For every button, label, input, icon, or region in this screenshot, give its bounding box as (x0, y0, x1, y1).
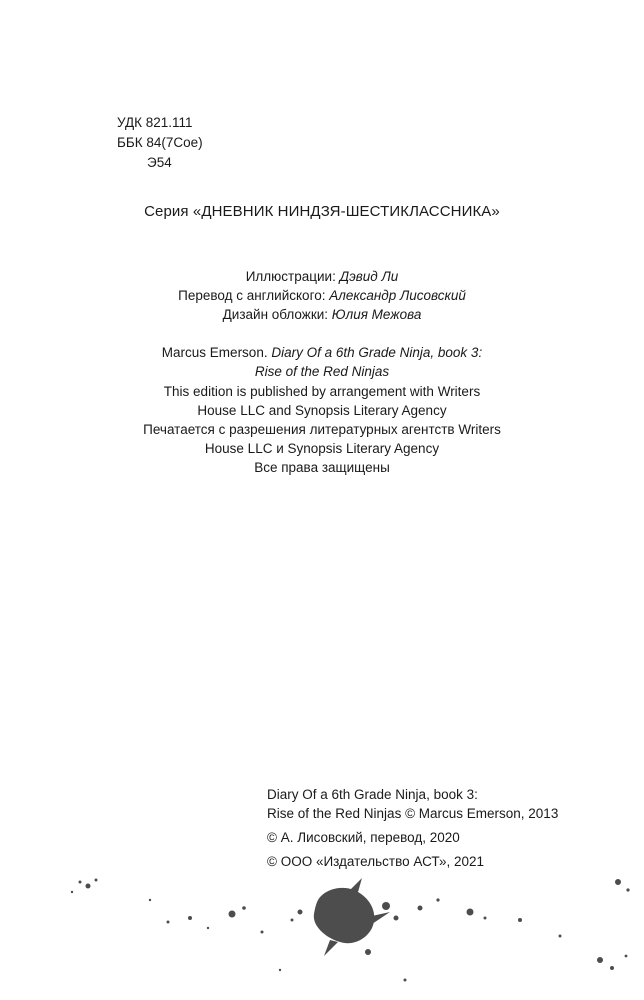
author-mark: Э54 (147, 155, 172, 170)
original-title-block (0, 343, 644, 381)
original-title-line2 (0, 362, 644, 381)
series-label: Серия (144, 203, 189, 220)
copyright-line1: Diary Of a 6th Grade Ninja, book 3: (267, 787, 478, 802)
ink-splatter-decoration (0, 860, 644, 1000)
edition-note-line1: This edition is published by arrangement with Writers (163, 384, 481, 399)
original-author: Marcus Emerson. (161, 345, 268, 360)
russian-note-line1: Печатается с разрешения литературных агентств Writers (143, 422, 501, 437)
cover-label: Дизайн обложки: (222, 307, 329, 322)
translation-label: Перевод с английского: (178, 288, 326, 303)
translation-name: Александр Лисовский (329, 288, 466, 303)
series-line (0, 203, 644, 220)
russian-note (0, 420, 644, 477)
copyright-line2: Rise of the Red Ninjas © Marcus Emerson, 2013 (267, 806, 559, 821)
russian-note-line2: House LLC и Synopsis Literary Agency (204, 441, 440, 456)
original-title-part1: Diary Of a 6th Grade Ninja, book 3: (271, 345, 483, 360)
copyright-translation: © А. Лисовский, перевод, 2020 (267, 830, 460, 845)
copyright-publisher: © ООО «Издательство АСТ», 2021 (267, 854, 485, 869)
ink-splatter-shapes (71, 878, 630, 982)
original-title-part2: Rise of the Red Ninjas (254, 364, 390, 379)
illustrations-label: Иллюстрации: (245, 269, 336, 284)
illustrations-credit (0, 267, 644, 286)
illustrations-name: Дэвид Ли (339, 269, 399, 284)
cover-name: Юлия Межова (331, 307, 422, 322)
original-title-line1 (0, 343, 644, 362)
edition-note-line2: House LLC and Synopsis Literary Agency (197, 403, 447, 418)
translation-credit (0, 286, 644, 305)
bbk-code: ББК 84(7Сое) (117, 135, 203, 150)
udk-code: УДК 821.111 (117, 115, 193, 130)
edition-note (0, 382, 644, 420)
series-title: «ДНЕВНИК НИНДЗЯ-ШЕСТИКЛАССНИКА» (192, 203, 500, 220)
copyright-block (267, 785, 558, 871)
rights-reserved: Все права защищены (254, 460, 390, 475)
cover-credit (0, 305, 644, 324)
classification-block (117, 113, 203, 173)
credits-block (0, 267, 644, 324)
